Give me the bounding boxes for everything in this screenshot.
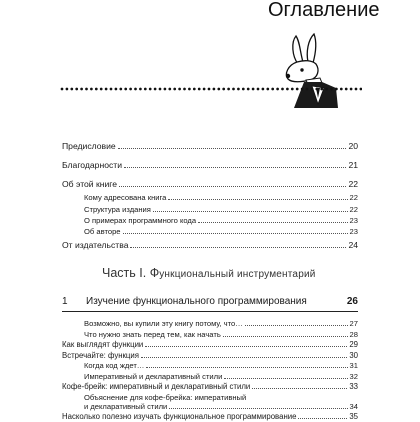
separator-dot [360, 88, 362, 91]
separator-dot [345, 88, 348, 91]
toc-entry-page: 21 [348, 160, 358, 170]
toc-leader [298, 418, 347, 419]
separator-dot [75, 88, 78, 91]
toc-leader [146, 367, 347, 368]
toc-entry-title: Как выглядят функции [62, 340, 144, 349]
separator-dot [119, 88, 122, 91]
toc-entry-page: 34 [349, 401, 358, 411]
toc-entry-page: 22 [348, 179, 358, 189]
toc-entry[interactable] [84, 360, 358, 371]
separator-dot [144, 88, 147, 91]
separator-dot [247, 88, 250, 91]
separator-dot [105, 88, 108, 91]
separator-dot [237, 88, 240, 91]
toc-entry[interactable] [84, 329, 358, 340]
separator-dot [193, 88, 196, 91]
part-heading [102, 265, 316, 283]
toc-entry[interactable] [62, 339, 358, 350]
separator-dot [90, 88, 93, 91]
chapter-title: Изучение функционального программирования [86, 296, 307, 307]
separator-dot [80, 88, 83, 91]
separator-dot [350, 88, 353, 91]
part-prefix: Часть I. [102, 266, 147, 280]
toc-entry-page: 30 [349, 350, 358, 360]
separator-dot [168, 88, 171, 91]
toc-leader [145, 346, 347, 347]
toc-entry[interactable] [84, 215, 358, 226]
separator-dot [100, 88, 103, 91]
toc-entry[interactable] [62, 160, 358, 171]
separator-dot [296, 88, 299, 91]
toc-entry[interactable] [84, 226, 358, 237]
toc-leader [119, 186, 346, 187]
separator-dot [335, 88, 338, 91]
separator-dot [257, 88, 260, 91]
separator-dot [115, 88, 118, 91]
separator-dot [320, 88, 323, 91]
toc-entry-page: 28 [349, 329, 358, 339]
separator-dot [340, 88, 343, 91]
toc-entry-title: и декларативный стили [84, 401, 168, 411]
toc-entry-page: 33 [349, 382, 358, 391]
separator-dot [286, 88, 289, 91]
separator-dot [61, 88, 64, 91]
toc-entry[interactable] [62, 381, 358, 392]
separator-dot [66, 88, 69, 91]
toc-leader [198, 222, 347, 223]
toc-leader [169, 408, 347, 409]
toc-entry-title: Встречайте: функция [62, 350, 139, 360]
toc-leader [130, 247, 346, 248]
toc-entry-title: От издательства [62, 240, 129, 250]
separator-dot [276, 88, 279, 91]
toc-leader [141, 357, 347, 358]
separator-dot [325, 88, 328, 91]
toc-entry-page: 22 [349, 205, 358, 214]
dotted-separator [60, 86, 362, 92]
toc-entry[interactable] [62, 411, 358, 422]
separator-dot [213, 88, 216, 91]
separator-dot [134, 88, 137, 91]
toc-entry-page: 23 [349, 216, 358, 225]
toc-entry-title: Объяснение для кофе-брейка: императивный [84, 392, 247, 402]
separator-dot [217, 88, 220, 91]
toc-entry-page: 35 [349, 412, 358, 421]
toc-leader [153, 211, 348, 212]
toc-leader [124, 167, 346, 168]
toc-entry[interactable] [84, 204, 358, 215]
toc-entry-title: Кому адресована книга [84, 193, 167, 202]
toc-leader [245, 325, 348, 326]
separator-dot [85, 88, 88, 91]
separator-dot [129, 88, 132, 91]
separator-dot [301, 88, 304, 91]
separator-dot [266, 88, 269, 91]
toc-entry-title: Когда код ждет… [84, 361, 145, 370]
toc-entry-page: 23 [349, 227, 358, 236]
toc-leader [223, 336, 348, 337]
toc-leader [118, 148, 347, 149]
separator-dot [124, 88, 127, 91]
toc-entry[interactable] [62, 179, 358, 190]
toc-entry-page: 22 [349, 193, 358, 202]
toc-entry-title: Насколько полезно изучать функциональное программирование [62, 412, 297, 421]
chapter-page: 26 [346, 296, 358, 307]
separator-dot [139, 88, 142, 91]
toc-entry-page: 24 [348, 240, 358, 250]
toc-entry-page: 27 [349, 319, 358, 328]
separator-dot [208, 88, 211, 91]
separator-dot [311, 88, 314, 91]
separator-dot [188, 88, 191, 91]
toc-entry[interactable] [62, 350, 358, 361]
page-title: Оглавление [268, 0, 380, 21]
chapter-rule [62, 311, 358, 312]
separator-dot [242, 88, 245, 91]
rabbit-in-suit-icon [282, 32, 340, 108]
toc-entry-page: 29 [349, 340, 358, 349]
toc-entry-title: Императивный и декларативный стили [84, 371, 223, 381]
separator-dot [173, 88, 176, 91]
separator-dot [262, 88, 265, 91]
separator-dot [183, 88, 186, 91]
toc-entry-title: Возможно, вы купили эту книгу потому, что… [84, 319, 243, 328]
separator-dot [222, 88, 225, 91]
toc-leader [123, 233, 348, 234]
part-title-cap: Ф [149, 266, 160, 280]
toc-entry-title: Что нужно знать перед тем, как начать [84, 329, 221, 339]
toc-entry[interactable] [84, 401, 358, 412]
separator-dot [198, 88, 201, 91]
toc-entry-title: Кофе-брейк: императивный и декларативный стили [62, 382, 251, 391]
separator-dot [306, 88, 309, 91]
separator-dot [203, 88, 206, 91]
separator-dot [232, 88, 235, 91]
toc-entry-title: Об авторе [84, 227, 121, 236]
toc-entry-page: 32 [349, 371, 358, 381]
toc-entry-title: Об этой книге [62, 179, 118, 189]
separator-dot [159, 88, 162, 91]
separator-dot [178, 88, 181, 91]
separator-dot [164, 88, 167, 91]
part-title-rest: ункциональный инструментарий [159, 269, 316, 280]
toc-entry[interactable] [62, 141, 358, 152]
toc-entry-title: О примерах программного кода [84, 216, 197, 225]
separator-dot [281, 88, 284, 91]
toc-entry-title: Благодарности [62, 160, 123, 170]
toc-leader [252, 388, 347, 389]
separator-dot [271, 88, 274, 91]
separator-dot [252, 88, 255, 91]
toc-entry-title: Предисловие [62, 141, 116, 151]
toc-entry-page: 20 [348, 141, 358, 151]
separator-dot [149, 88, 152, 91]
separator-dot [227, 88, 230, 91]
separator-dot [70, 88, 73, 91]
toc-entry-title: Структура издания [84, 205, 151, 214]
chapter-number: 1 [62, 296, 68, 307]
separator-dot [315, 88, 318, 91]
toc-entry-page: 31 [349, 361, 358, 370]
toc-entry[interactable] [62, 240, 358, 251]
separator-dot [291, 88, 294, 91]
separator-dot [355, 88, 358, 91]
separator-dot [95, 88, 98, 91]
toc-leader [224, 378, 347, 379]
separator-dot [154, 88, 157, 91]
toc-entry[interactable] [84, 371, 358, 382]
toc-entry[interactable] [84, 192, 358, 203]
toc-leader [168, 199, 347, 200]
toc-entry[interactable] [84, 318, 358, 329]
separator-dot [110, 88, 113, 91]
separator-dot [330, 88, 333, 91]
